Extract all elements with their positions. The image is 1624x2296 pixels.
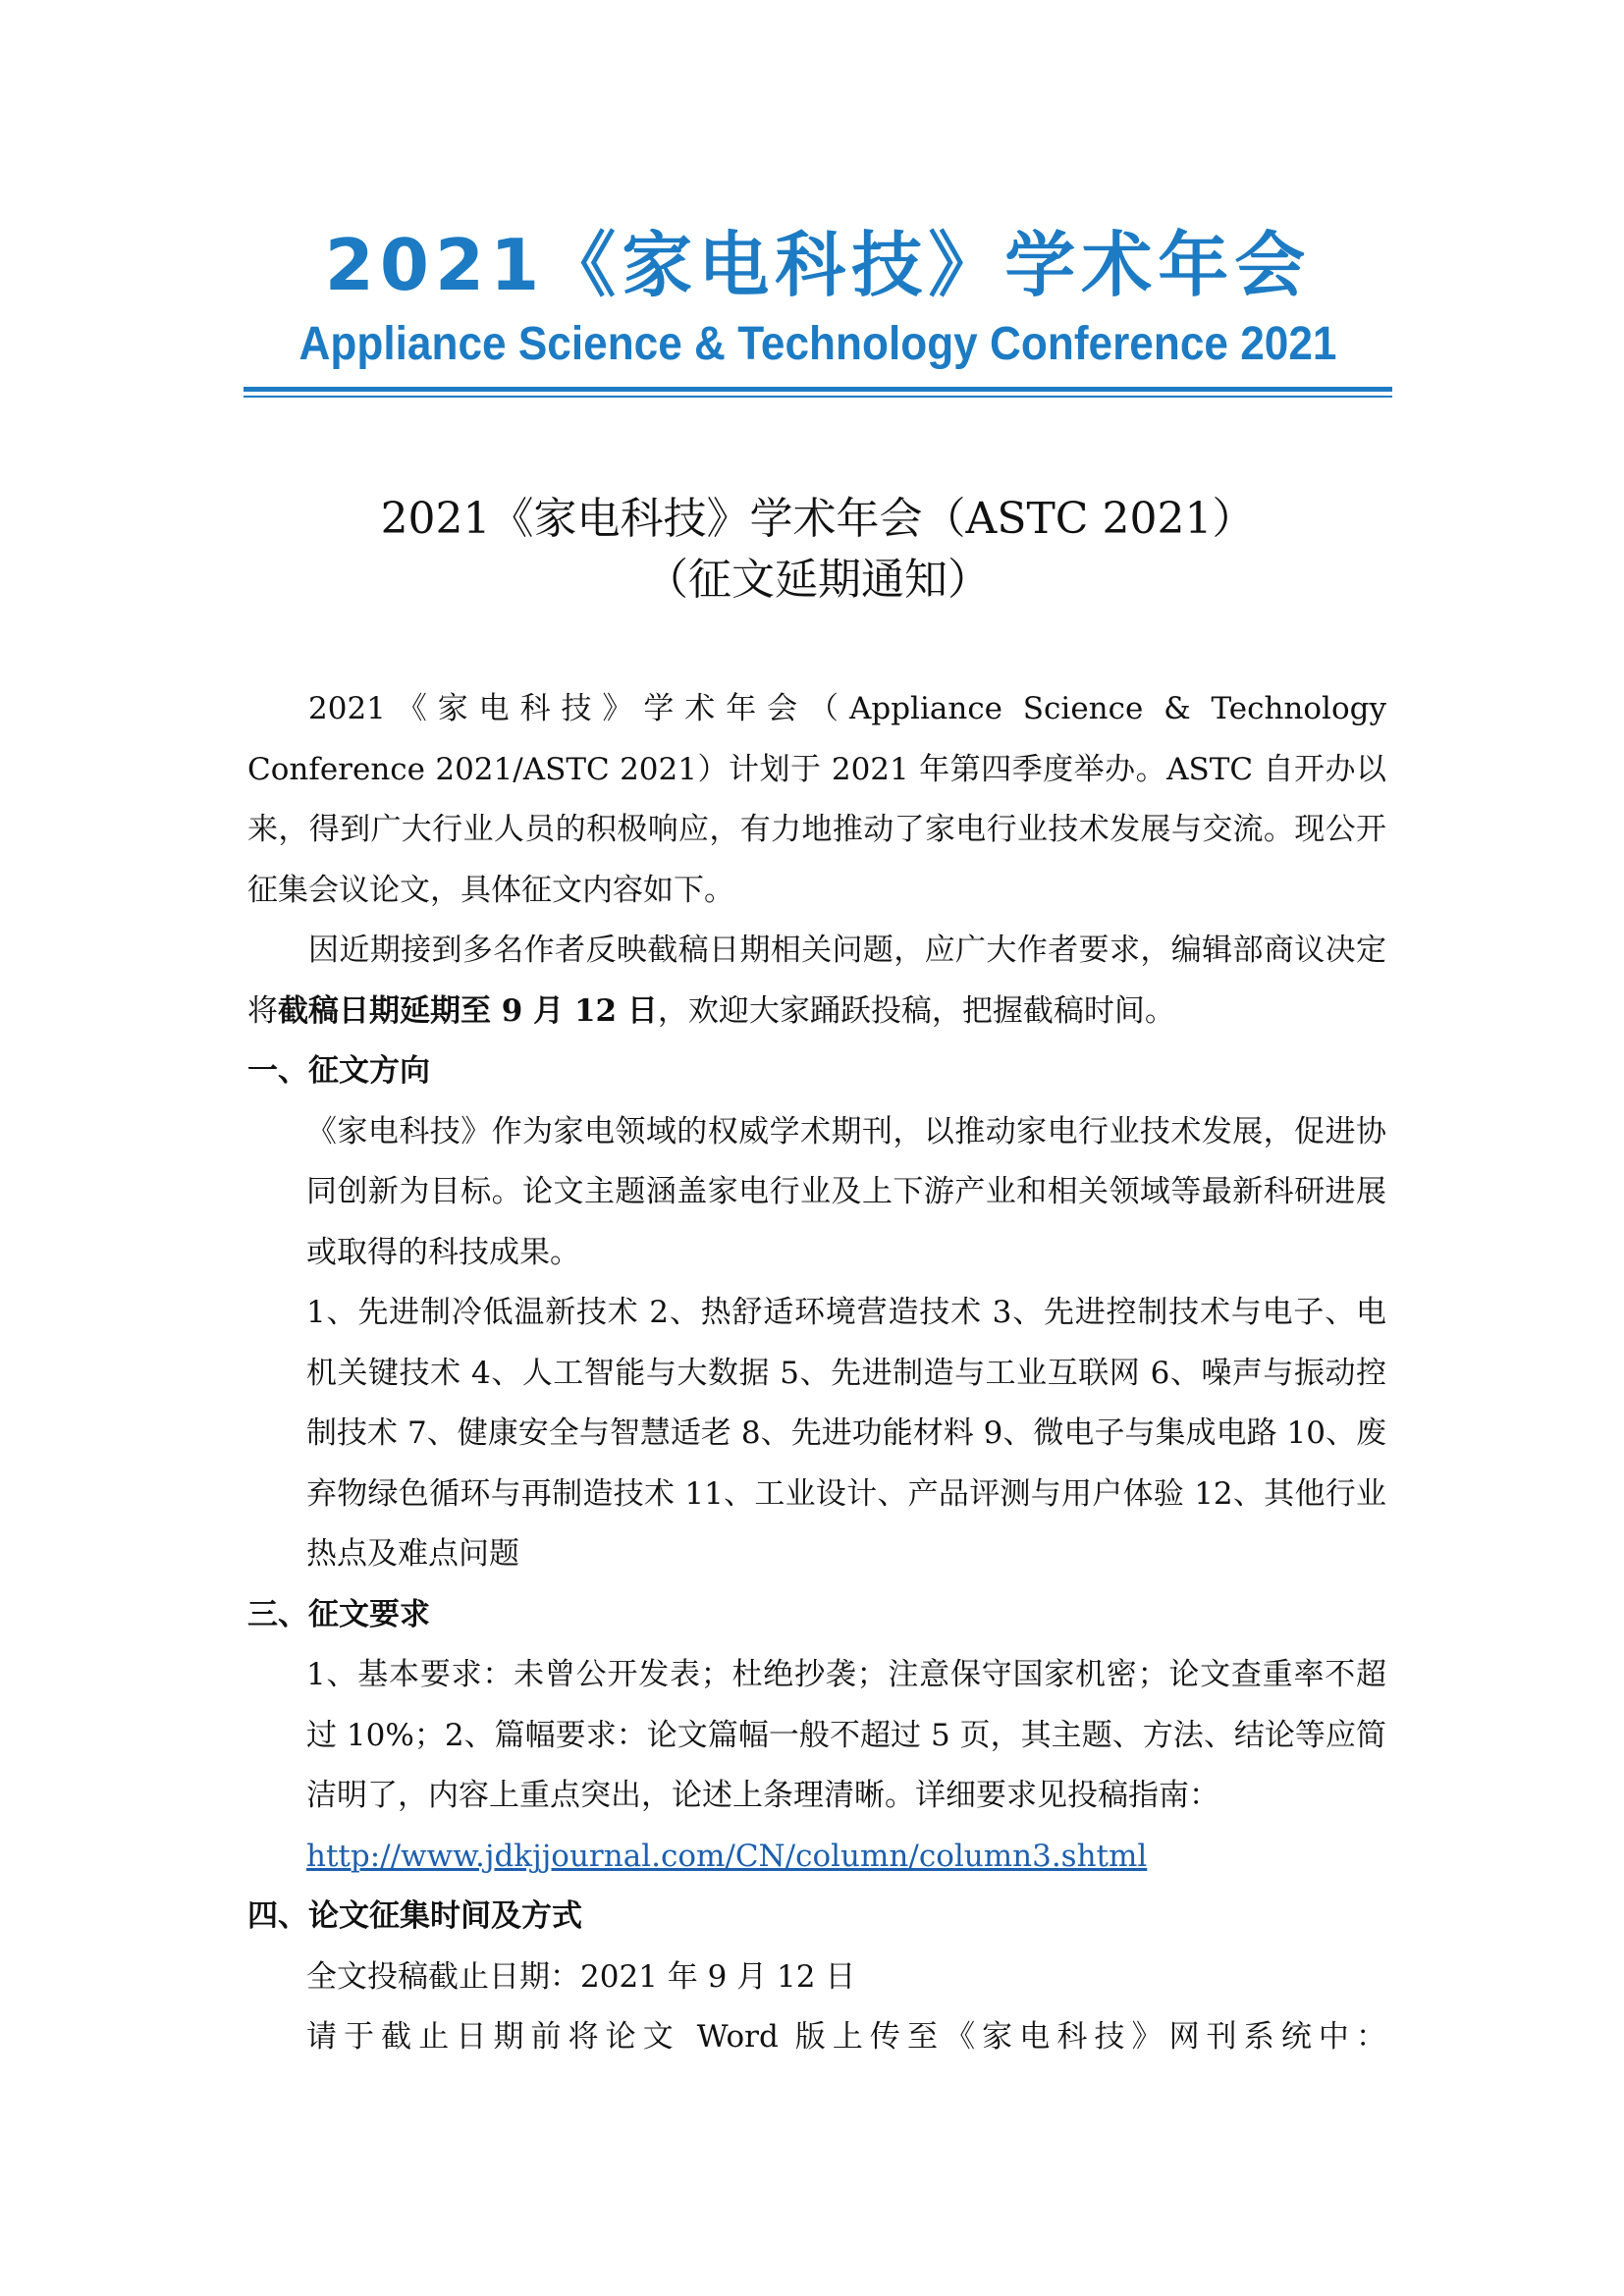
banner-divider-thin (244, 396, 1392, 398)
schedule-section (247, 1948, 1386, 2068)
guide-link-line (306, 1827, 1386, 1888)
requirements-section (247, 1645, 1386, 1887)
conference-banner (244, 218, 1392, 398)
extension-deadline: 截稿日期延期至 9 月 12 日 (278, 992, 658, 1029)
notice-title (244, 489, 1392, 611)
banner-title-en: Appliance Science & Technology Conference 2021 (298, 318, 1337, 370)
banner-title-cn: 2021《家电科技》学术年会 (324, 224, 1312, 306)
extension-text-a: 因近期接到多名作者反映截稿日期相关问题，应广大作者要求，编辑部商议决定将 (247, 933, 1386, 1029)
topics-description: 《家电科技》作为家电领域的权威学术期刊，以推动家电行业技术发展，促进协同创新为目标。论文主题涵盖家电行业及上下游产业和相关领域等最新科研进展或取得的科技成果。 (306, 1113, 1386, 1270)
requirements-text: 1、基本要求：未曾公开发表；杜绝抄袭；注意保守国家机密；论文查重率不超过 10%；2、篇幅要求：论文篇幅一般不超过 5 页，其主题、方法、结论等应简洁明了，内容上重点突出，论述上条理清晰。详细要求见投稿指南： (306, 1657, 1386, 1813)
topics-section (247, 1102, 1386, 1585)
section-heading-topics: 一、征文方向 (247, 1053, 430, 1089)
intro-paragraph: 2021《家电科技》学术年会（Appliance Science & Technology Conference 2021/ASTC 2021）计划于 2021 年第四季度举办。ASTC 自开办以来，得到广大行业人员的积极响应，有力地推动了家电行业技术发展与交流。现公开征集会议论文，具体征文内容如下。 (247, 691, 1386, 908)
section-heading-requirements: 三、征文要求 (247, 1596, 430, 1632)
notice-title-line1: 2021《家电科技》学术年会（ASTC 2021） (380, 494, 1256, 544)
deadline-line: 全文投稿截止日期：2021 年 9 月 12 日 (306, 1958, 856, 1995)
banner-divider (244, 387, 1392, 392)
submission-guide-link[interactable]: http://www.jdkjjournal.com/CN/column/column3.shtml (306, 1838, 1148, 1874)
notice-body (247, 679, 1386, 2068)
topics-list: 1、先进制冷低温新技术 2、热舒适环境营造技术 3、先进控制技术与电子、电机关键技术 4、人工智能与大数据 5、先进制造与工业互联网 6、噪声与振动控制技术 7、健康安全与智慧适老 8、先进功能材料 9、微电子与集成电路 10、废弃物绿色循环与再制造技术 11、工业设计、产品评测与用户体验 12、其他行业热点及难点问题 (306, 1295, 1386, 1572)
extension-paragraph (247, 921, 1386, 1041)
section-heading-schedule: 四、论文征集时间及方式 (247, 1898, 582, 1934)
extension-text-b: ，欢迎大家踊跃投稿，把握截稿时间。 (657, 992, 1175, 1029)
notice-title-line2: （征文延期通知） (645, 555, 991, 605)
upload-instruction: 请于截止日期前将论文 Word 版上传至《家电科技》网刊系统中： (306, 2019, 1386, 2055)
